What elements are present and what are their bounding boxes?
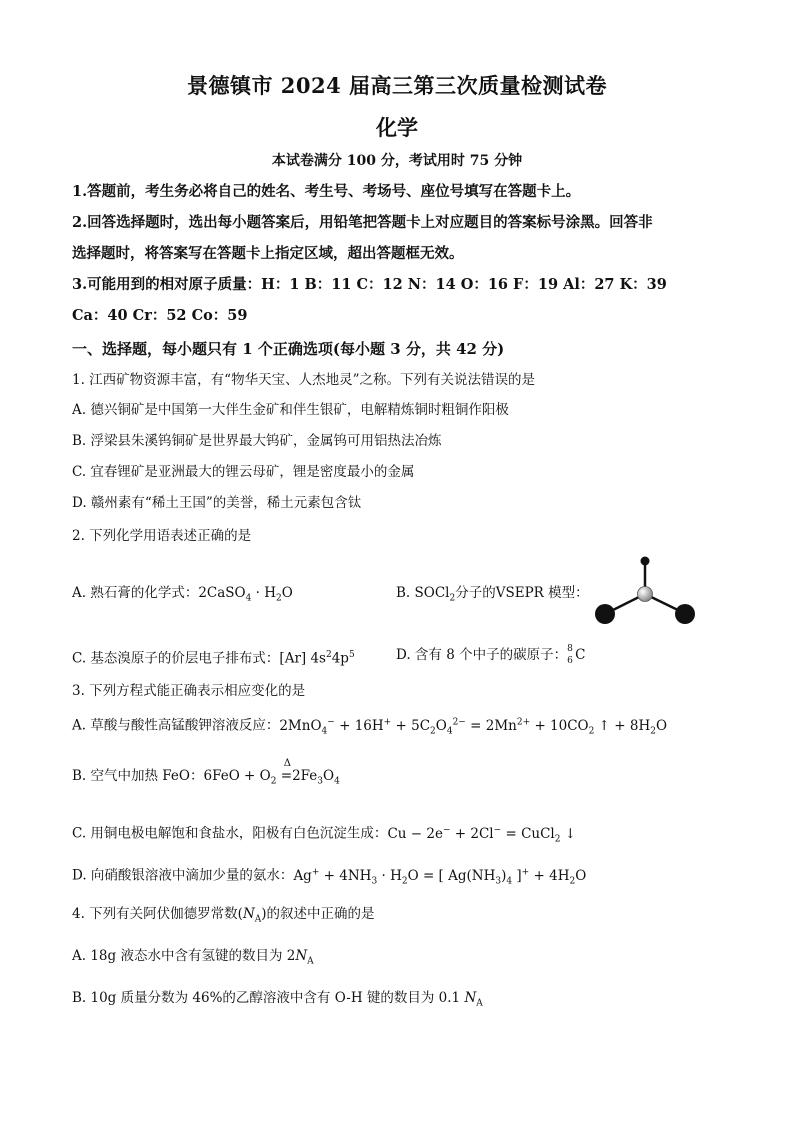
question-2-option-a: A. 熟石膏的化学式：2CaSO$_4$ · $H_2O$ (72, 585, 293, 604)
option-label: D. 含有 8 个中子的碳原子： (396, 647, 568, 663)
option-text: A. 18g 液态水中含有氢键的数目为 2 (72, 948, 296, 964)
option-label: A. 熟石膏的化学式： (72, 585, 199, 601)
question-1-option-a: A. 德兴铜矿是中国第一大伴生金矿和伴生银矿，电解精炼铜时粗铜作阳极 (72, 402, 509, 418)
stem-text: 4. 下列有关阿伏伽德罗常数( (72, 906, 243, 922)
option-text: B. 10g 质量分数为 46%的乙醇溶液中含有 O-H 键的数目为 0.1 (72, 990, 461, 1006)
question-4-option-b: B. 10g 质量分数为 46%的乙醇溶液中含有 O-H 键的数目为 0.1 $N_A$ (72, 990, 483, 1009)
question-1-option-c: C. 宜春锂矿是亚洲最大的锂云母矿，锂是密度最小的金属 (72, 464, 415, 480)
question-2-option-d: D. 含有 8 个中子的碳原子： 8 6 C (396, 644, 586, 666)
question-3-option-d: D. 向硝酸银溶液中滴加少量的氨水：$Ag^+ + 4NH_3 \cdot H_2O$ = [ $Ag(NH_3)_4$ ]$^+ + 4H_2O$ (72, 867, 587, 887)
subject-title: 化学 (376, 115, 418, 140)
question-1-option-d: D. 赣州素有“稀土王国”的美誉，稀土元素包含钛 (72, 495, 362, 511)
option-label: B. (396, 585, 415, 601)
question-1-option-b: B. 浮梁县朱溪钨铜矿是世界最大钨矿，金属钨可用铝热法冶炼 (72, 433, 442, 449)
question-2-option-b: B. SOCl$_2$分子的VSEPR 模型： (396, 585, 589, 604)
lone-pair-atom (641, 557, 650, 566)
section-heading: 一、选择题，每小题只有 1 个正确选项(每小题 3 分，共 42 分) (72, 340, 505, 358)
central-atom (638, 587, 653, 602)
score-line: 本试卷满分 100 分，考试用时 75 分钟 (271, 153, 523, 169)
question-1-stem: 1. 江西矿物资源丰富，有“物华天宝、人杰地灵”之称。下列有关说法错误的是 (72, 372, 535, 388)
option-label: D. 向硝酸银溶液中滴加少量的氨水： (72, 867, 294, 884)
option-label: B. 空气中加热 FeO： (72, 768, 204, 784)
instruction-3-cont: Ca：40 Cr：52 Co：59 (72, 307, 248, 324)
vsepr-model-diagram (590, 554, 700, 628)
option-label: A. 草酸与酸性高锰酸钾溶液反应： (72, 717, 280, 734)
ligand-atom-left (595, 604, 615, 624)
ligand-atom-right (675, 604, 695, 624)
question-3-option-b: B. 空气中加热 FeO：$6FeO + O_2$ Δ $=2Fe_3O_4$ (72, 758, 340, 787)
instruction-2-cont: 选择题时，将答案写在答题卡上指定区域，超出答题框无效。 (72, 245, 464, 262)
instruction-2: 2.回答选择题时，选出每小题答案后，用铅笔把答题卡上对应题目的答案标号涂黑。回答非 (72, 214, 653, 231)
instruction-1: 1.答题前，考生务必将自己的姓名、考生号、考场号、座位号填写在答题卡上。 (72, 183, 581, 200)
page-title: 景德镇市 2024 届高三第三次质量检测试卷 (186, 73, 608, 98)
question-3-option-c: C. 用铜电极电解饱和食盐水，阳极有白色沉淀生成：Cu − 2e− + 2Cl− = CuCl$_2$ ↓ (72, 825, 577, 845)
option-text: 分子的VSEPR 模型： (455, 585, 589, 601)
question-2-option-c: C. 基态溴原子的价层电子排布式：[Ar] $4s^24p^5$ (72, 650, 355, 667)
question-3-option-a: A. 草酸与酸性高锰酸钾溶液反应：$2MnO_4^- + 16H^+ + 5C_2O_4^{2-} = 2Mn^{2+} + 10CO_2$ ↑ + $8H_2O$ (72, 717, 668, 737)
stem-text-end: )的叙述中正确的是 (261, 906, 375, 922)
option-label: C. 用铜电极电解饱和食盐水，阳极有白色沉淀生成： (72, 825, 388, 842)
instruction-3: 3.可能用到的相对原子质量：H：1 B：11 C：12 N：14 O：16 F：19 Al：27 K：39 (72, 276, 667, 293)
option-label: C. 基态溴原子的价层电子排布式：[Ar] 4s (72, 650, 326, 667)
question-4-option-a: A. 18g 液态水中含有氢键的数目为 $2N_A$ (72, 948, 314, 967)
question-4-stem: 4. 下列有关阿伏伽德罗常数$(N_A)$的叙述中正确的是 (72, 906, 375, 925)
question-3-stem: 3. 下列方程式能正确表示相应变化的是 (72, 683, 306, 699)
question-2-stem: 2. 下列化学用语表述正确的是 (72, 528, 252, 544)
